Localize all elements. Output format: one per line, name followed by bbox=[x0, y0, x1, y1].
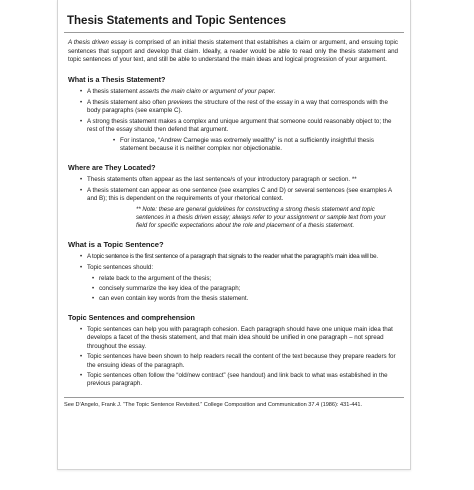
title-divider bbox=[64, 32, 404, 33]
list-item-text: the structure of the rest of the essay in a way that corresponds with the body paragraphs (see example C). bbox=[87, 98, 388, 115]
heading-topic-sentence: What is a Topic Sentence? bbox=[68, 240, 164, 250]
intro-text: is comprised of an initial thesis statement that establishes a claim or argument, and ensuing topic sentences that support and develop that claim. Ideally, a reader would be able to read only the thesis statement and topic sentences of your text, and still be able to understand the main ideas and logical progression of your argument. bbox=[68, 39, 399, 64]
list-item: • Topic sentences have been shown to help readers recall the content of the text because they prepare readers for the ensuing ideas of the paragraph. bbox=[68, 353, 398, 369]
list-item: • A strong thesis statement makes a complex and unique argument that someone could reasonably object to; the rest of the essay should then defend that argument. bbox=[68, 118, 398, 134]
thesis-list bbox=[68, 88, 398, 153]
list-item bbox=[68, 88, 398, 96]
list-item: • Topic sentences should: bbox=[68, 264, 398, 272]
list-item: • Topic sentences often follow the “old/new contract” (see handout) and link back to what was established in the previous paragraph. bbox=[68, 372, 398, 388]
list-item-text: A thesis statement also often bbox=[87, 98, 168, 106]
sub-list-item: • concisely summarize the key idea of the paragraph; bbox=[68, 285, 398, 293]
list-item bbox=[68, 99, 398, 115]
sub-list-item: • For instance, “Andrew Carnegie was extremely wealthy” is not a sufficiently insightful thesis statement because it is neither complex nor objectionable. bbox=[68, 137, 398, 153]
topic-list bbox=[68, 253, 398, 303]
footer-divider bbox=[64, 397, 404, 398]
page-title: Thesis Statements and Topic Sentences bbox=[67, 15, 286, 27]
citation-footer: See D’Angelo, Frank J. “The Topic Sentence Revisited.” College Composition and Communication 37.4 (1986): 431-441. bbox=[64, 401, 363, 408]
list-item: • A topic sentence is the first sentence of a paragraph that signals to the reader what the paragraph’s main idea will be. bbox=[68, 253, 398, 261]
sub-list-item: • relate back to the argument of the thesis; bbox=[68, 275, 398, 283]
sub-list-item: • can even contain key words from the thesis statement. bbox=[68, 295, 398, 303]
list-item: • Thesis statements often appear as the last sentence/s of your introductory paragraph or section. ** bbox=[68, 176, 398, 184]
list-item-emphasis: asserts the main claim or argument of your paper. bbox=[139, 88, 276, 96]
location-list bbox=[68, 176, 398, 203]
intro-paragraph bbox=[68, 39, 398, 65]
document-page bbox=[57, 0, 411, 470]
list-item: • Topic sentences can help you with paragraph cohesion. Each paragraph should have one unique main idea that develops a facet of the thesis statement, and that main idea should be unified in one paragraph – not spread throughout the essay. bbox=[68, 326, 398, 351]
intro-lead: A thesis driven essay bbox=[68, 39, 127, 46]
list-item: • A thesis statement can appear as one sentence (see examples C and D) or several sentences (see examples A and B); this is dependent on the requirements of your rhetorical context. bbox=[68, 187, 398, 203]
list-item-text: A thesis statement bbox=[87, 88, 140, 96]
comprehension-list bbox=[68, 326, 398, 388]
note-text: ** Note: these are general guidelines for constructing a strong thesis statement and topic sentences in a thesis driven essay; always refer to your assignment or sample text from your field for specific expectations about the role and placement of a thesis statement. bbox=[136, 205, 386, 230]
guideline-note bbox=[68, 206, 398, 231]
heading-thesis-statement: What is a Thesis Statement? bbox=[68, 75, 166, 85]
heading-located: Where are They Located? bbox=[68, 163, 156, 173]
list-item-emphasis: previews bbox=[167, 98, 193, 106]
heading-comprehension: Topic Sentences and comprehension bbox=[68, 313, 195, 323]
